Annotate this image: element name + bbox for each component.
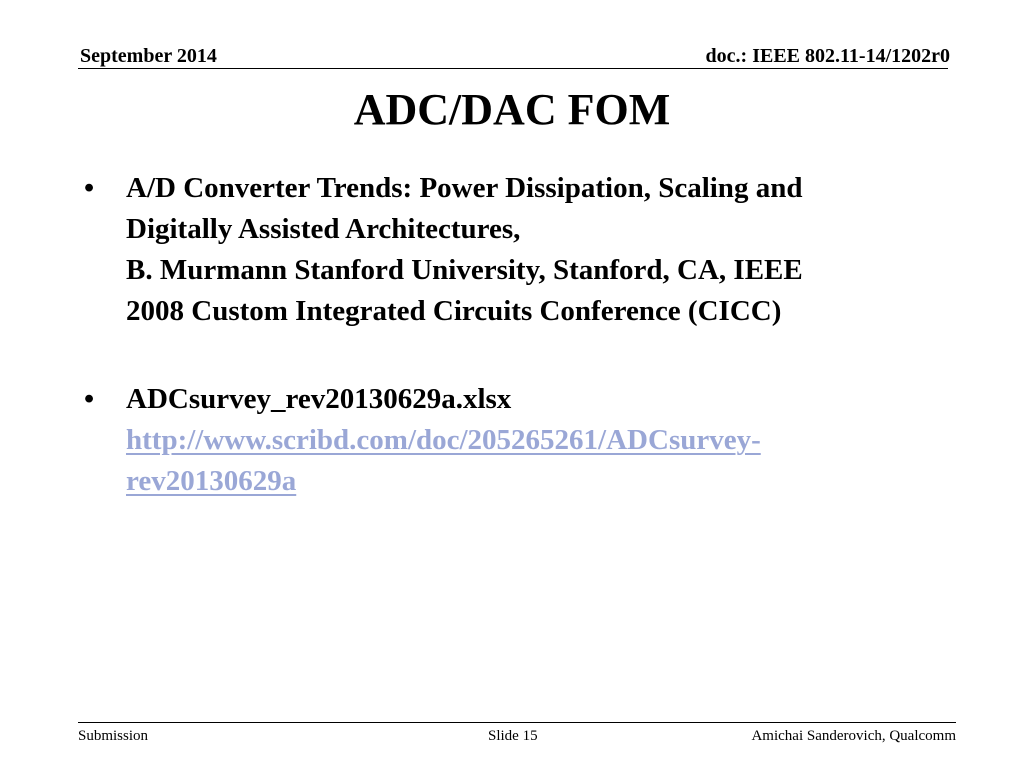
slide-title: ADC/DAC FOM <box>353 85 671 134</box>
bullet-marker: • <box>84 172 95 204</box>
footer-author: Amichai Sanderovich, Qualcomm <box>751 728 956 744</box>
bullet-line: 2008 Custom Integrated Circuits Conference (CICC) <box>126 295 782 327</box>
footer-submission: Submission <box>78 728 149 744</box>
survey-filename: ADCsurvey_rev20130629a.xlsx <box>126 383 512 415</box>
bullet-adc-survey <box>84 379 964 502</box>
bullet-list <box>84 168 964 502</box>
bullet-marker: • <box>84 383 95 415</box>
footer-divider <box>78 722 956 723</box>
survey-link-line-1[interactable]: http://www.scribd.com/doc/205265261/ADCsurvey- <box>126 424 761 456</box>
bullet-line: Digitally Assisted Architectures, <box>126 213 521 245</box>
bullet-reference-murmann <box>84 168 964 332</box>
footer-slide-number: Slide 15 <box>488 728 538 744</box>
survey-link-line-2[interactable]: rev20130629a <box>126 465 297 497</box>
bullet-line: A/D Converter Trends: Power Dissipation, Scaling and <box>126 172 803 204</box>
header-divider <box>78 68 948 69</box>
bullet-line: B. Murmann Stanford University, Stanford, CA, IEEE <box>126 254 803 286</box>
header-date: September 2014 <box>80 45 217 67</box>
header-document-id: doc.: IEEE 802.11-14/1202r0 <box>705 45 950 67</box>
